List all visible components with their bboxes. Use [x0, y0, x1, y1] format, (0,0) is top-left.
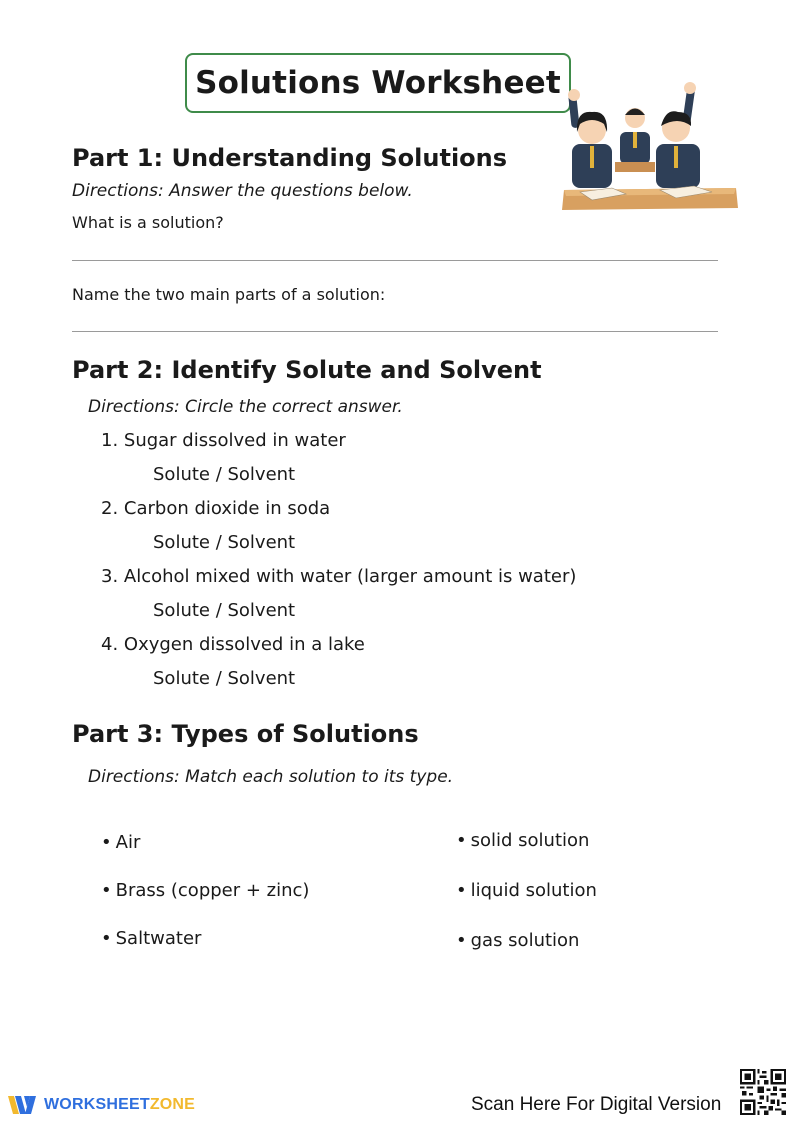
- part2-item-2-choices: Solute / Solvent: [153, 532, 296, 553]
- part2-heading: Part 2: Identify Solute and Solvent: [72, 356, 542, 384]
- answer-line-1: [72, 260, 718, 261]
- match-right-2: • liquid solution: [456, 880, 597, 901]
- match-left-3: • Saltwater: [101, 928, 202, 949]
- part2-item-3-choices: Solute / Solvent: [153, 600, 296, 621]
- part2-item-2: 2. Carbon dioxide in soda: [101, 498, 331, 519]
- part2-item-3: 3. Alcohol mixed with water (larger amount is water): [101, 566, 577, 587]
- logo-w-icon: [8, 1093, 40, 1117]
- scan-text: Scan Here For Digital Version: [471, 1094, 722, 1115]
- match-left-2: • Brass (copper + zinc): [101, 880, 310, 901]
- part1-heading: Part 1: Understanding Solutions: [72, 144, 508, 172]
- students-illustration: [560, 82, 740, 214]
- match-right-3: • gas solution: [456, 930, 580, 951]
- answer-line-2: [72, 331, 718, 332]
- qr-code-icon[interactable]: [740, 1069, 786, 1115]
- part3-directions: Directions: Match each solution to its type.: [88, 767, 454, 787]
- logo-text-zone: ZONE: [149, 1096, 196, 1113]
- page-title: Solutions Worksheet: [185, 53, 571, 113]
- worksheetzone-logo[interactable]: [8, 1092, 195, 1118]
- part2-item-1-choices: Solute / Solvent: [153, 464, 296, 485]
- logo-text-worksheet: WORKSHEET: [44, 1096, 150, 1113]
- match-right-1: • solid solution: [456, 830, 590, 851]
- part1-question-1: What is a solution?: [72, 213, 224, 232]
- part1-question-2: Name the two main parts of a solution:: [72, 285, 386, 304]
- part2-directions: Directions: Circle the correct answer.: [88, 397, 403, 417]
- match-left-1: • Air: [101, 832, 141, 853]
- part1-directions: Directions: Answer the questions below.: [72, 181, 413, 201]
- part2-item-4-choices: Solute / Solvent: [153, 668, 296, 689]
- part3-heading: Part 3: Types of Solutions: [72, 720, 419, 748]
- part2-item-1: 1. Sugar dissolved in water: [101, 430, 346, 451]
- part2-item-4: 4. Oxygen dissolved in a lake: [101, 634, 365, 655]
